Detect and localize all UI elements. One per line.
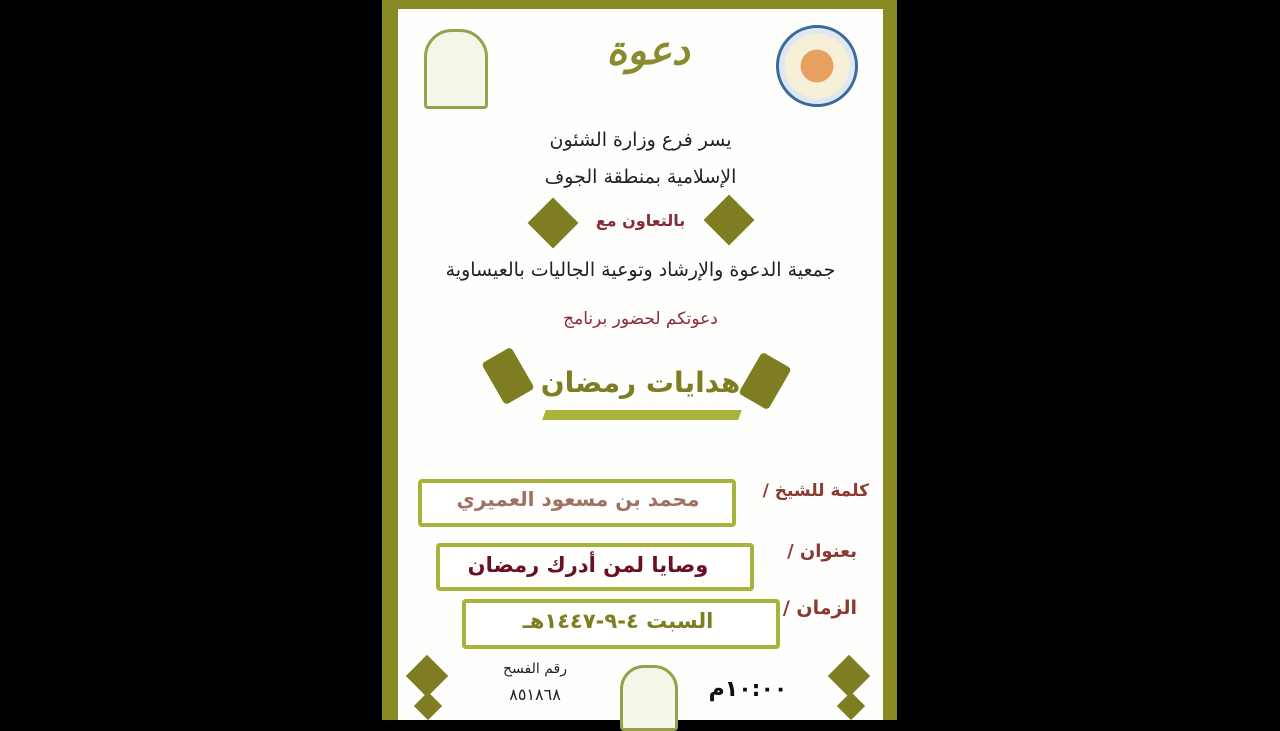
poster-content [398,9,883,720]
permit-label: رقم الفسح [503,661,567,677]
permit-number: ٨٥١٨٦٨ [509,685,561,704]
diamond-decoration [828,655,870,697]
event-date: السبت ٤-٩-١٤٤٧هـ [522,609,714,633]
diamond-decoration [406,655,448,697]
intro-line-1: يسر فرع وزارة الشئون [549,129,732,151]
topic-label: بعنوان / [787,541,857,562]
date-label: الزمان / [782,597,857,619]
title-underline [542,410,742,420]
event-time: ١٠:٠٠م [708,677,788,702]
topic-title: وصايا لمن أدرك رمضان [467,553,709,577]
program-title: هدايات رمضان [540,366,741,399]
ministry-logo-top [424,29,488,109]
calligraphy-logo: دعوة [606,27,690,74]
intro-line-2: الإسلامية بمنطقة الجوف [544,166,737,188]
diamond-decoration [414,692,442,720]
cooperation-label: بالتعاون مع [595,211,686,230]
association-name: جمعية الدعوة والإرشاد وتوعية الجاليات بالعيساوية [445,259,836,281]
ministry-logo-bottom [620,665,678,731]
invite-text: دعوتكم لحضور برنامج [563,309,718,329]
association-logo [776,25,858,107]
poster [382,0,897,720]
diamond-decoration [837,692,865,720]
speaker-name: محمد بن مسعود العميري [456,487,700,511]
speaker-label: كلمة للشيخ / [762,481,869,501]
